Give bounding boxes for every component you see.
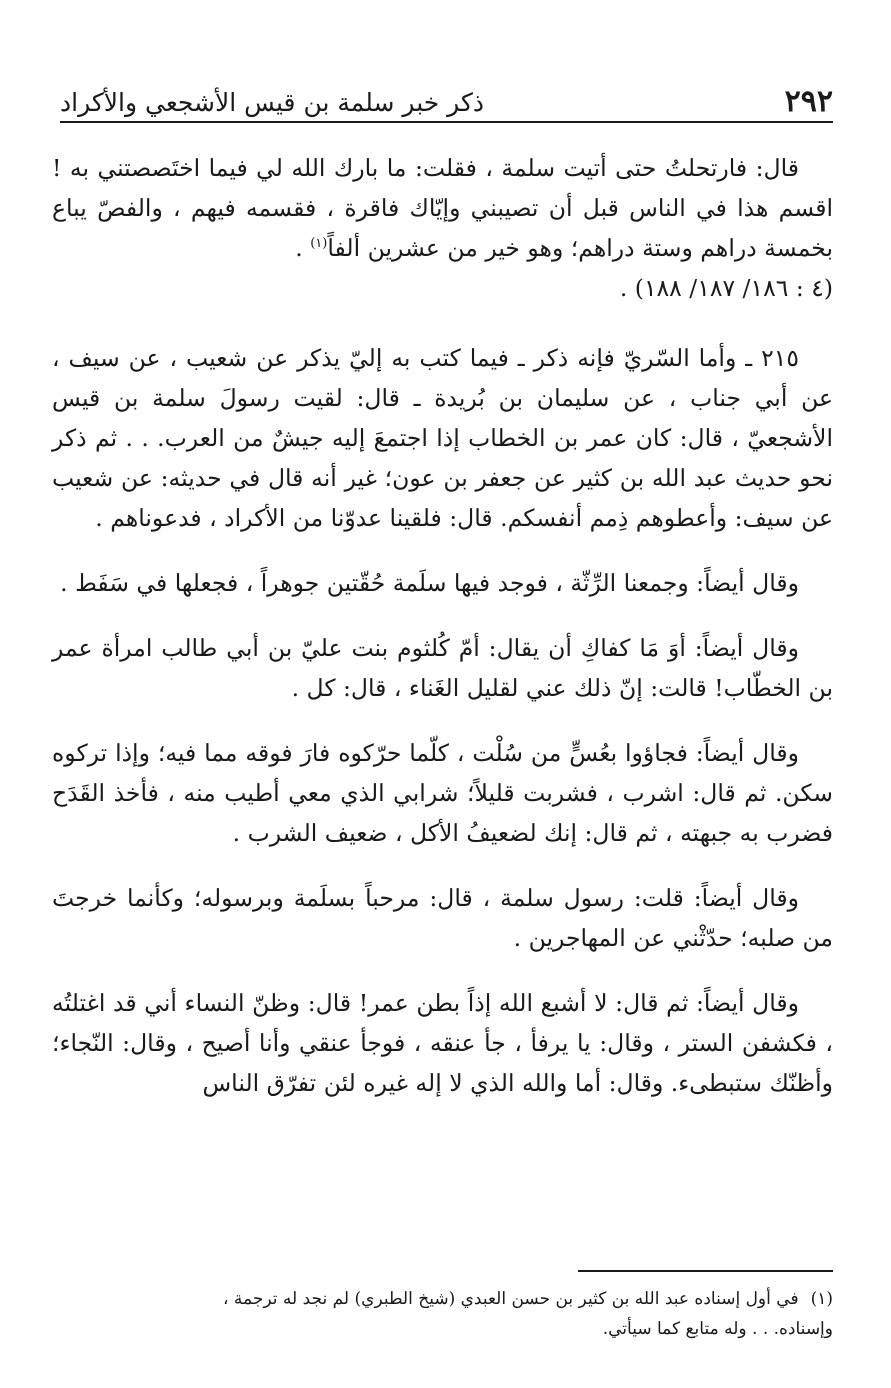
header-rule — [60, 121, 833, 123]
footnote — [52, 1284, 833, 1344]
paragraph-4: وقال أيضاً: أوَ مَا كفاكِ أن يقال: أمّ كُلثوم بنت عليّ بن أبي طالب امرأة عمر بن الخطّاب! قالت: إنّ ذلك عني لقليل الغَناء ، قال: كل . — [52, 634, 833, 702]
paragraph-215: ٢١٥ ـ وأما السّريّ فإنه ذكر ـ فيما كتب به إليّ يذكر عن شعيب ، عن سيف ، عن أبي جناب ، عن سليمان بن بُريدة ـ قال: لقيت رسولَ سلمة بن قيس الأشجعيّ ، قال: كان عمر بن الخطاب إذا اجتمعَ إليه جيشٌ من العرب. . . ثم ذكر نحو حديث عبد الله بن كثير عن جعفر بن عون؛ غير أنه قال في حديثه: عن شعيب عن سيف: وأعطوهم ذِمم أنفسكم. قال: فلقينا عدوّنا من الأكراد ، فدعوناهم . — [52, 344, 833, 532]
paragraph-6: وقال أيضاً: قلت: رسول سلمة ، قال: مرحباً بسلَمة وبرسوله؛ وكأنما خرجتَ من صلبه؛ حدّثْني عن المهاجرين . — [52, 884, 833, 952]
paragraph-1-end: . — [295, 234, 311, 262]
footnote-reference: (١) — [310, 236, 328, 252]
running-title: ذكر خبر سلمة بن قيس الأشجعي والأكراد — [60, 88, 484, 117]
footnote-rule — [578, 1270, 833, 1272]
footnote-line-2: وإسناده. . . وله متابع كما سيأتي. — [602, 1319, 833, 1339]
paragraph-7: وقال أيضاً: ثم قال: لا أشبع الله إذاً بطن عمر! قال: وظنّ النساء أني قد اغتلتُه ، فكشفن الستر ، وقال: يا يرفأ ، جأ عنقه ، فوجأ عنقي وأنا أصيح ، وقال: النّجاء؛ وأظنّك ستبطىء. وقال: أما والله الذي لا إله غيره لئن تفرّق الناس — [52, 989, 833, 1097]
paragraph-3: وقال أيضاً: وجمعنا الرِّثّة ، فوجد فيها سلَمة حُقّتين جوهراً ، فجعلها في سَفَط . — [60, 569, 799, 597]
paragraph-1-text: قال: فارتحلتُ حتى أتيت سلمة ، فقلت: ما بارك الله لي فيما اختَصصتني به ! اقسم هذا في الناس قبل أن تصيبني وإيّاك فاقرة ، فقسمه فيهم ، والفصّ يباع بخمسة دراهم وستة دراهم؛ وهو خير من عشرين ألفاً — [52, 154, 833, 262]
paragraph-1 — [52, 148, 833, 308]
footnote-line-1: في أول إسناده عبد الله بن كثير بن حسن العبدي (شيخ الطبري) لم نجد له ترجمة ، — [223, 1289, 799, 1309]
footnote-marker: (١) — [810, 1289, 833, 1309]
body-text — [52, 148, 833, 1128]
page-header — [60, 72, 833, 120]
paragraph-5: وقال أيضاً: فجاؤوا بعُسٍّ من سُلْت ، كلّما حرّكوه فارَ فوقه مما فيه؛ وإذا تركوه سكن. ثم قال: اشرب ، فشربت قليلاً؛ شرابي الذي معي أطيب منه ، فأخذ القَدَح فضرب به جبهته ، ثم قال: إنك لضعيفُ الأكل ، ضعيف الشرب . — [52, 739, 833, 847]
source-reference: (٤ : ١٨٦/ ١٨٧/ ١٨٨) . — [619, 274, 833, 302]
page-number: ٢٩٢ — [784, 84, 833, 119]
